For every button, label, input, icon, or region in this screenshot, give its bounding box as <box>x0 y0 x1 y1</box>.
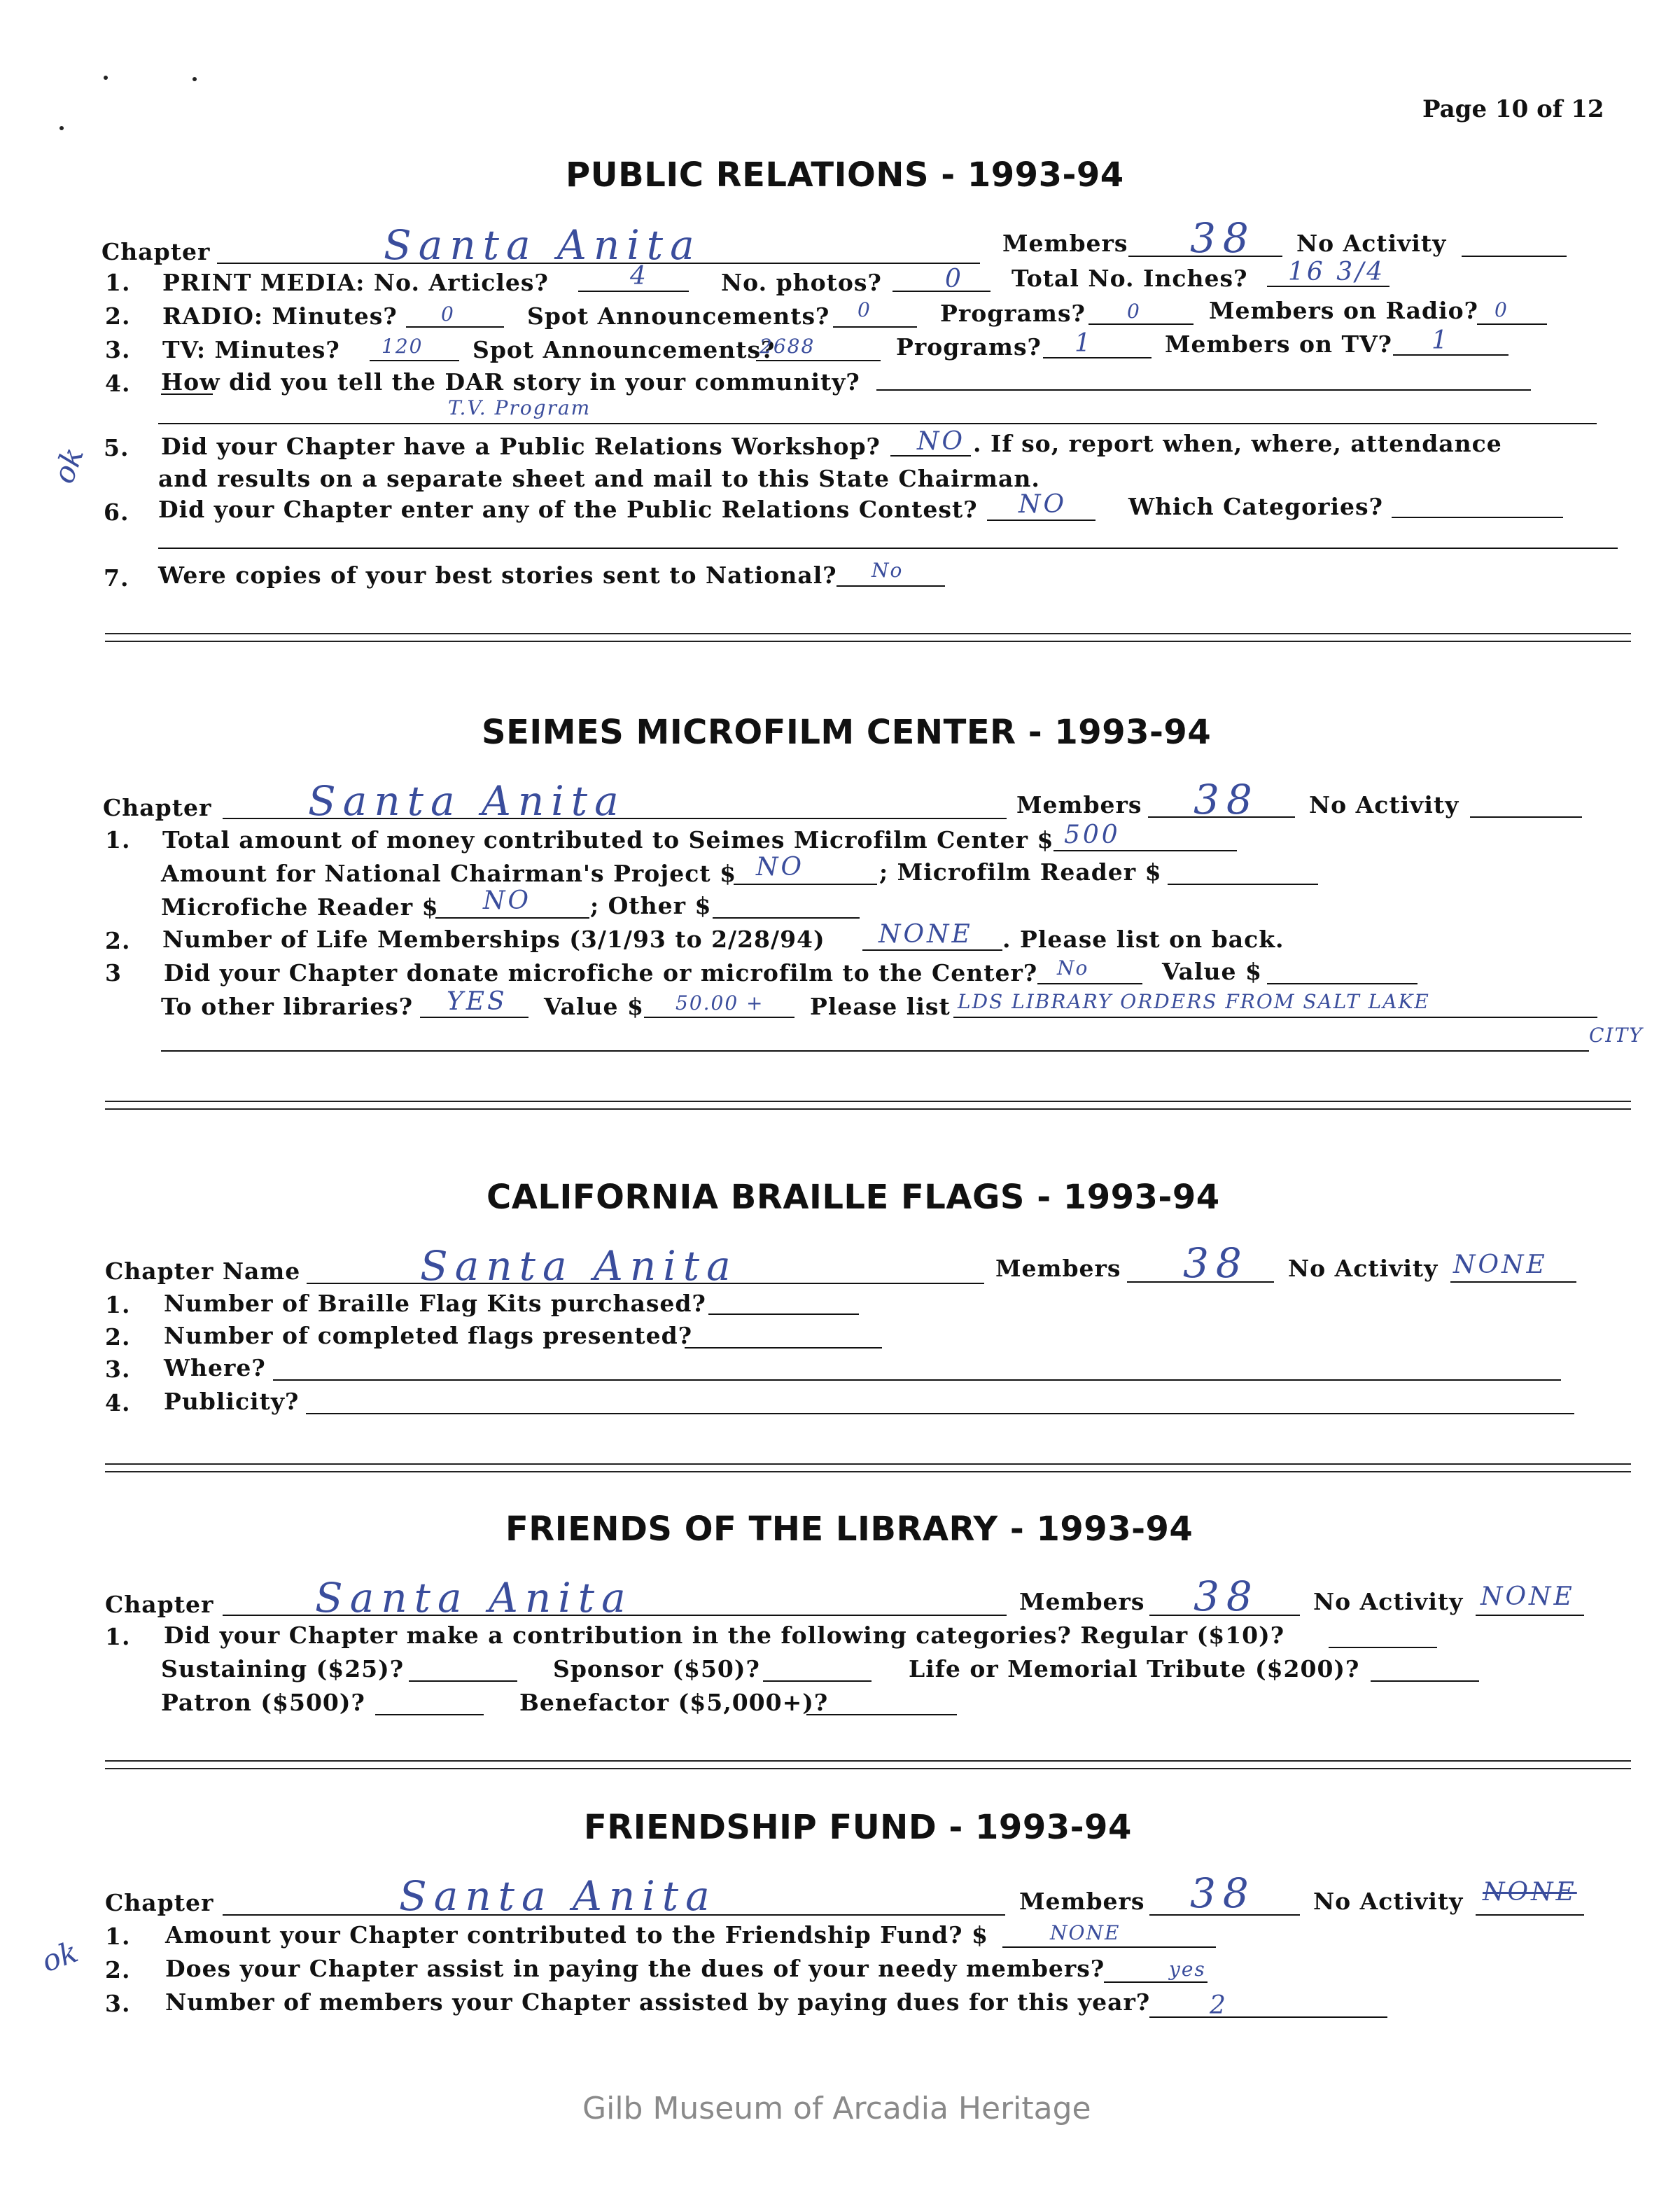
radio-spot-line <box>833 326 917 328</box>
dar-story-line-2 <box>158 423 1597 424</box>
life-memberships-line <box>862 949 1002 951</box>
microfiche-reader-label: Microfiche Reader $ <box>161 893 439 921</box>
q-number: 6. <box>104 499 130 526</box>
chapter-name-label: Chapter Name <box>105 1257 301 1285</box>
no-activity-line <box>1462 256 1567 257</box>
chapter-value: Santa Anita <box>399 1872 717 1920</box>
workshop-label-cont: . If so, report when, where, attendance <box>973 430 1502 457</box>
flags-presented-line <box>685 1347 882 1349</box>
chapter-label: Chapter <box>105 1889 214 1916</box>
q-number: 2. <box>105 927 131 954</box>
articles-value: 4 <box>630 262 649 291</box>
section-title-seimes: SEIMES MICROFILM CENTER - 1993-94 <box>482 713 1212 752</box>
friendship-amount-label: Amount your Chapter contributed to the Friendship Fund? $ <box>165 1921 988 1949</box>
seimes-total-label: Total amount of money contributed to Seimes Microfilm Center $ <box>162 826 1054 853</box>
contribution-label: Did your Chapter make a contribution in the following categories? Regular ($10)? <box>164 1622 1285 1649</box>
life-memberships-label-cont: . Please list on back. <box>1002 926 1284 953</box>
tv-members-label: Members on TV? <box>1165 330 1392 358</box>
flag-kits-label: Number of Braille Flag Kits purchased? <box>164 1290 706 1317</box>
donate-center-label: Did your Chapter donate microfiche or microfilm to the Center? <box>164 959 1038 987</box>
life-memorial-line <box>1371 1680 1479 1682</box>
margin-check-mark: ok <box>37 1934 83 1979</box>
radio-programs-value: 0 <box>1127 300 1141 323</box>
no-activity-label: No Activity <box>1313 1588 1464 1615</box>
publicity-line <box>306 1413 1574 1414</box>
chapter-value: Santa Anita <box>420 1242 738 1290</box>
tv-spot-line <box>756 360 881 361</box>
other-libraries-line <box>420 1017 528 1018</box>
q-number: 1. <box>105 1623 131 1650</box>
members-label: Members <box>1019 1588 1145 1615</box>
chapter-line <box>217 263 980 264</box>
members-value: 38 <box>1194 776 1259 823</box>
categories-line <box>1392 517 1563 518</box>
contest-value: NO <box>1018 490 1068 519</box>
no-activity-label: No Activity <box>1313 1888 1464 1915</box>
q-number: 5. <box>104 434 130 461</box>
other-libraries-value: YES <box>447 987 507 1016</box>
section-title-friendship-fund: FRIENDSHIP FUND - 1993-94 <box>584 1808 1132 1847</box>
section-separator <box>105 1760 1631 1769</box>
patron-label: Patron ($500)? <box>161 1689 365 1716</box>
friendship-amount-line <box>1002 1946 1216 1948</box>
print-media-label: PRINT MEDIA: No. Articles? <box>162 269 549 296</box>
members-assisted-label: Number of members your Chapter assisted by paying dues for this year? <box>165 1988 1151 2016</box>
radio-members-line <box>1477 323 1547 325</box>
tv-minutes-line <box>370 360 459 361</box>
other-libraries-label: To other libraries? <box>161 993 414 1020</box>
members-assisted-line <box>1149 2016 1387 2018</box>
section-title-friends-library: FRIENDS OF THE LIBRARY - 1993-94 <box>505 1510 1194 1549</box>
q-number: 3. <box>105 336 131 363</box>
where-line <box>273 1379 1561 1381</box>
q-number: 2. <box>105 1323 131 1351</box>
section-separator <box>105 633 1631 642</box>
tv-programs-value: 1 <box>1074 329 1093 358</box>
radio-minutes-line <box>406 326 504 328</box>
other-libraries-value-line <box>644 1017 794 1018</box>
no-activity-line <box>1476 1615 1584 1616</box>
speck <box>192 77 197 81</box>
dar-story-line <box>876 389 1531 391</box>
members-label: Members <box>1016 791 1142 818</box>
no-activity-value: NONE <box>1453 1250 1548 1279</box>
other-libraries-value-amount: 50.00 + <box>676 991 764 1015</box>
inches-value: 16 3/4 <box>1288 258 1386 286</box>
chapter-line <box>223 1914 1005 1916</box>
national-stories-line <box>836 585 945 587</box>
members-value: 38 <box>1194 1573 1259 1620</box>
no-activity-line <box>1476 1914 1584 1916</box>
articles-line <box>578 291 689 292</box>
no-activity-label: No Activity <box>1296 230 1447 257</box>
chapter-label: Chapter <box>105 1591 214 1618</box>
no-activity-value: NONE <box>1483 1878 1577 1907</box>
radio-spot-label: Spot Announcements? <box>527 302 830 330</box>
other-label: ; Other $ <box>590 892 712 919</box>
friendship-amount-value: NONE <box>1050 1921 1121 1944</box>
q-number: 1. <box>105 269 131 296</box>
section-separator <box>105 1463 1631 1472</box>
flags-presented-label: Number of completed flags presented? <box>164 1322 693 1349</box>
contest-line <box>987 520 1096 521</box>
members-line <box>1148 816 1295 818</box>
tv-members-value: 1 <box>1432 326 1450 355</box>
section-title-public-relations: PUBLIC RELATIONS - 1993-94 <box>566 155 1124 195</box>
q-number: 3. <box>105 1990 131 2017</box>
categories-label: Which Categories? <box>1128 493 1383 520</box>
tv-minutes-value: 120 <box>382 335 424 358</box>
members-line <box>1149 1615 1300 1616</box>
microfilm-reader-line <box>1168 884 1318 885</box>
q-number: 3 <box>105 959 122 987</box>
national-project-label: Amount for National Chairman's Project $ <box>161 860 737 887</box>
microfiche-reader-line <box>435 917 589 919</box>
q-number: 4. <box>105 1389 131 1416</box>
radio-minutes-value: 0 <box>441 302 455 326</box>
members-line <box>1149 1914 1300 1916</box>
section-title-braille: CALIFORNIA BRAILLE FLAGS - 1993-94 <box>486 1178 1220 1217</box>
q-number: 4. <box>105 370 131 397</box>
speck <box>59 126 64 130</box>
q-number: 1. <box>105 826 131 853</box>
tv-spot-label: Spot Announcements? <box>472 336 776 363</box>
section-separator <box>105 1101 1631 1110</box>
workshop-label: Did your Chapter have a Public Relations Workshop? <box>161 433 881 460</box>
contest-label: Did your Chapter enter any of the Public Relations Contest? <box>158 496 978 523</box>
other-libraries-value-label: Value $ <box>544 993 644 1020</box>
life-memorial-label: Life or Memorial Tribute ($200)? <box>909 1655 1360 1682</box>
categories-line-2 <box>158 548 1618 549</box>
speck <box>104 76 108 80</box>
chapter-line <box>223 818 1007 819</box>
photos-label: No. photos? <box>721 269 882 296</box>
workshop-label-line2: and results on a separate sheet and mail to this State Chairman. <box>158 465 1040 492</box>
radio-spot-value: 0 <box>858 298 872 321</box>
photos-value: 0 <box>945 265 964 293</box>
patron-line <box>375 1714 484 1715</box>
donate-center-line <box>1037 983 1142 984</box>
please-list-value-cont: CITY <box>1589 1024 1644 1047</box>
radio-minutes-label: RADIO: Minutes? <box>162 302 398 330</box>
q-number: 1. <box>105 1291 131 1318</box>
members-value: 38 <box>1183 1239 1249 1287</box>
members-line <box>1128 256 1282 257</box>
dar-story-label: How did you tell the DAR story in your community? <box>161 368 860 396</box>
life-memberships-value: NONE <box>878 920 973 949</box>
donate-center-value: No <box>1057 956 1089 980</box>
photos-line <box>892 291 990 292</box>
q-number: 3. <box>105 1356 131 1383</box>
chapter-value: Santa Anita <box>315 1574 633 1622</box>
tv-spot-value: 2688 <box>760 335 816 358</box>
q-number: 7. <box>104 564 130 592</box>
q-number: 2. <box>105 302 131 330</box>
radio-programs-line <box>1088 323 1194 325</box>
needy-dues-value: yes <box>1169 1958 1206 1981</box>
life-memberships-label: Number of Life Memberships (3/1/93 to 2/28/94) <box>162 926 825 953</box>
national-project-value: NO <box>756 853 805 881</box>
sponsor-line <box>763 1680 872 1682</box>
inches-label: Total No. Inches? <box>1011 265 1248 292</box>
dar-story-underline-how <box>161 393 213 395</box>
national-project-line <box>734 884 877 885</box>
tv-members-line <box>1393 354 1508 356</box>
sponsor-label: Sponsor ($50)? <box>553 1655 760 1682</box>
members-value: 38 <box>1190 214 1256 262</box>
members-label: Members <box>1002 230 1128 257</box>
microfilm-reader-label: ; Microfilm Reader $ <box>879 858 1162 886</box>
please-list-line-2 <box>161 1050 1589 1052</box>
donate-value-line <box>1267 983 1418 984</box>
no-activity-line <box>1450 1281 1576 1283</box>
other-line <box>713 917 860 919</box>
workshop-value: NO <box>917 427 966 456</box>
national-stories-value: No <box>872 559 904 582</box>
national-stories-label: Were copies of your best stories sent to National? <box>158 562 837 589</box>
members-value: 38 <box>1190 1869 1256 1917</box>
please-list-label: Please list <box>810 993 951 1020</box>
q-number: 2. <box>105 1956 131 1984</box>
dar-story-value: T.V. Program <box>448 396 592 419</box>
workshop-line <box>890 455 971 457</box>
tv-minutes-label: TV: Minutes? <box>162 336 340 363</box>
no-activity-label: No Activity <box>1288 1255 1438 1282</box>
sustaining-line <box>409 1680 517 1682</box>
radio-members-label: Members on Radio? <box>1209 297 1478 324</box>
radio-members-value: 0 <box>1494 298 1508 321</box>
benefactor-line <box>806 1714 957 1715</box>
chapter-label: Chapter <box>103 794 212 821</box>
chapter-line <box>223 1615 1007 1616</box>
no-activity-line <box>1470 816 1582 818</box>
where-label: Where? <box>164 1354 266 1381</box>
chapter-value: Santa Anita <box>384 221 701 269</box>
please-list-line <box>953 1017 1597 1018</box>
members-assisted-value: 2 <box>1210 1991 1228 2020</box>
microfiche-reader-value: NO <box>483 886 532 915</box>
chapter-label: Chapter <box>102 238 211 265</box>
tv-programs-label: Programs? <box>896 333 1042 361</box>
benefactor-label: Benefactor ($5,000+)? <box>519 1689 829 1716</box>
page-number: Page 10 of 12 <box>1422 95 1604 123</box>
tv-programs-line <box>1043 357 1152 358</box>
no-activity-value: NONE <box>1480 1582 1575 1611</box>
regular-line <box>1329 1647 1437 1648</box>
needy-dues-label: Does your Chapter assist in paying the dues of your needy members? <box>165 1955 1105 1982</box>
watermark: Gilb Museum of Arcadia Heritage <box>582 2091 1091 2126</box>
sustaining-label: Sustaining ($25)? <box>161 1655 405 1682</box>
needy-dues-line <box>1104 1981 1208 1983</box>
inches-line <box>1267 286 1390 287</box>
members-label: Members <box>995 1255 1121 1282</box>
please-list-value: LDS LIBRARY ORDERS FROM SALT LAKE <box>958 990 1430 1013</box>
seimes-total-line <box>1054 850 1237 851</box>
chapter-value: Santa Anita <box>308 777 626 825</box>
members-line <box>1127 1281 1274 1283</box>
chapter-line <box>307 1283 984 1284</box>
margin-check-mark: ok <box>46 443 91 488</box>
members-label: Members <box>1019 1888 1145 1915</box>
flag-kits-line <box>708 1313 859 1315</box>
donate-value-label: Value $ <box>1162 958 1262 985</box>
seimes-total-value: 500 <box>1064 821 1121 849</box>
publicity-label: Publicity? <box>164 1388 300 1415</box>
radio-programs-label: Programs? <box>940 300 1086 327</box>
no-activity-label: No Activity <box>1309 791 1460 818</box>
q-number: 1. <box>105 1923 131 1950</box>
